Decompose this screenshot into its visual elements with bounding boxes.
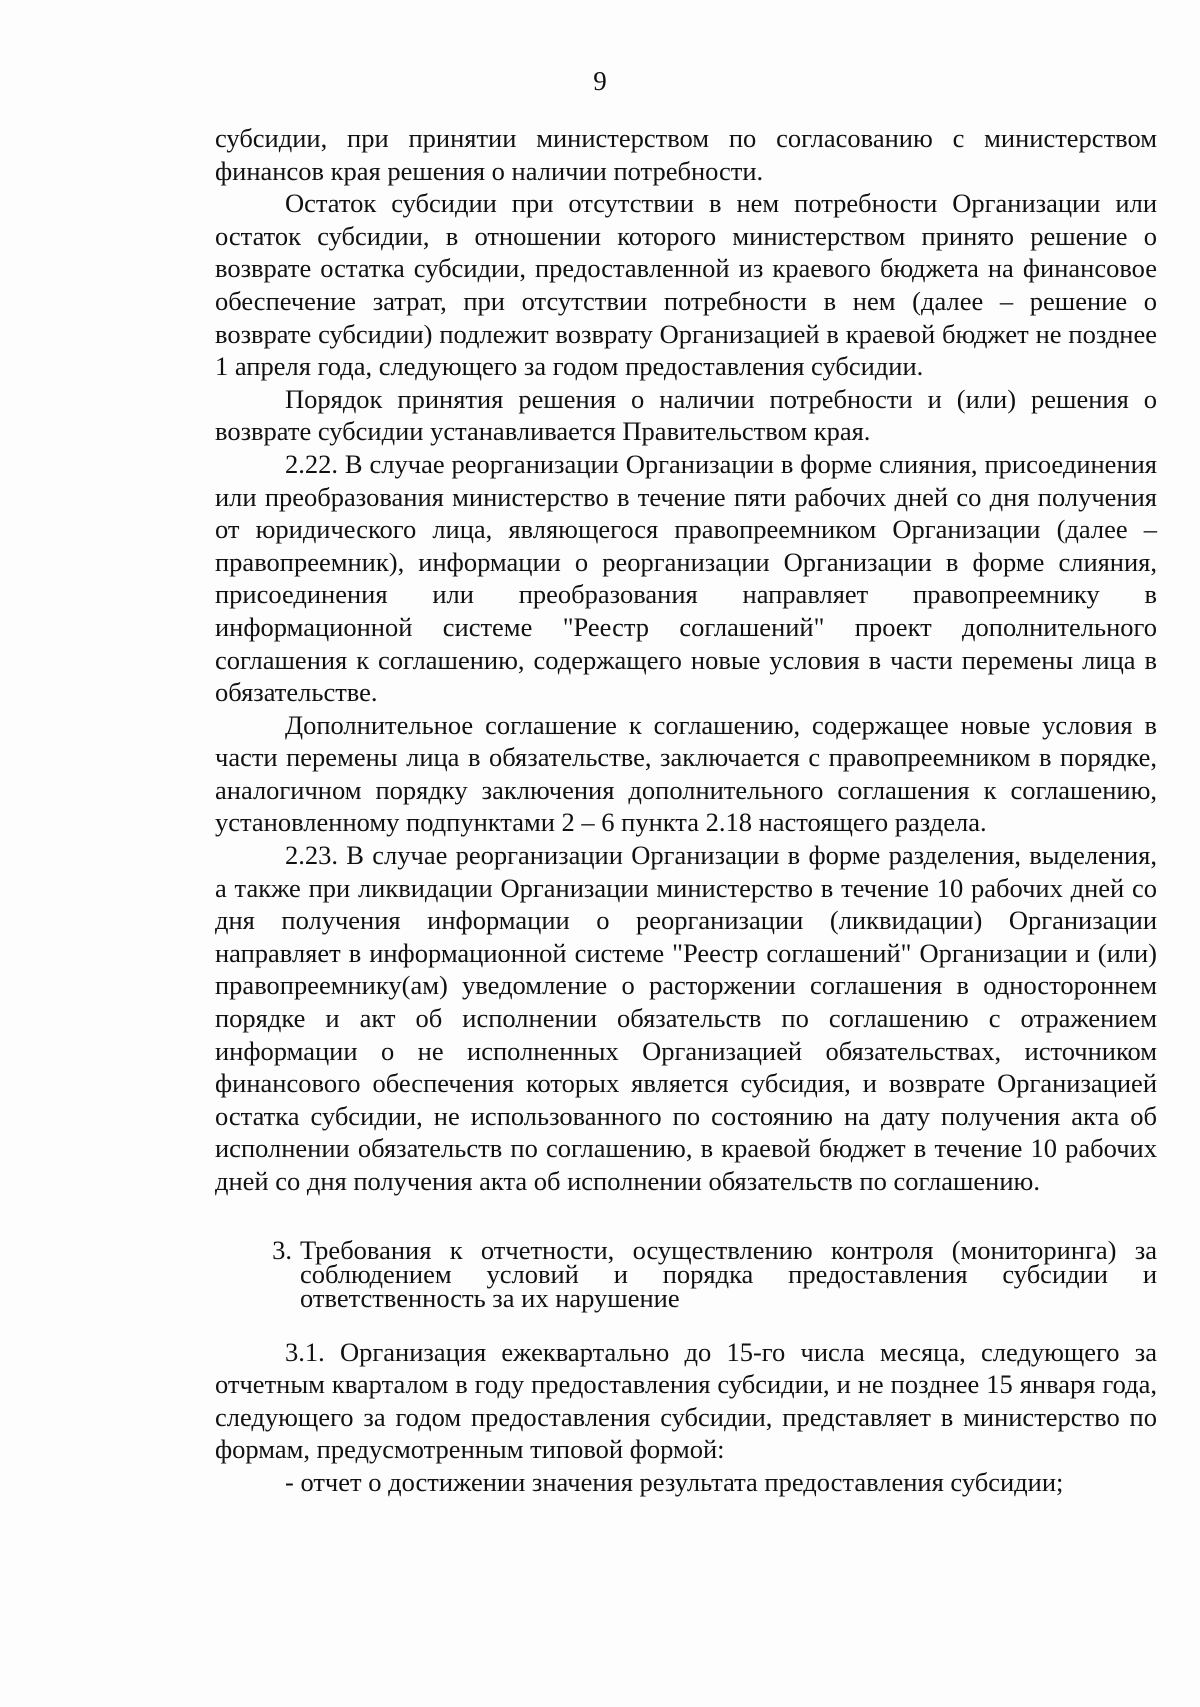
page-number: 9 [593, 66, 607, 96]
paragraph-3-1: 3.1. Организация ежеквартально до 15-го числа месяца, следующего за отчетным кварталом в году предоставления субсидии, и не позднее 15 января года, следующего за годом предоставления субсидии, представляет в министерство по формам, предусмотренным типовой формой: [215, 1336, 1157, 1465]
paragraph-decision-procedure: Порядок принятия решения о наличии потребности и (или) решения о возврате субсидии устанавливается Правительством края. [215, 383, 1157, 447]
section-heading [215, 1234, 1157, 1313]
paragraph-additional-agreement: Дополнительное соглашение к соглашению, содержащее новые условия в части перемены лица в обязательстве, заключается с правопреемником в порядке, аналогичном порядку заключения дополнительного соглашения к соглашению, установленному подпунктами 2 – 6 пункта 2.18 настоящего раздела. [215, 709, 1157, 838]
paragraph-continuation: субсидии, при принятии министерством по согласованию с министерством финансов края решения о наличии потребности. [215, 123, 1157, 186]
paragraph-2-22: 2.22. В случае реорганизации Организации в форме слияния, присоединения или преобразования министерство в течение пяти рабочих дней со дня получения от юридического лица, являющегося правопреемником Организации (далее – правопреемник), информации о реорганизации Организации в форме слияния, присоединения или преобразования направляет правопреемнику в информационной системе "Реестр соглашений" проект дополнительного соглашения к соглашению, содержащего новые условия в части перемены лица в обязательстве. [215, 448, 1157, 708]
bullet-item: - отчет о достижении значения результата предоставления субсидии; [285, 1466, 1064, 1497]
section-heading-text: Требования к отчетности, осуществлению контроля (мониторинга) за соблюдением условий и порядка предоставления субсидии и ответственность за их нарушение [300, 1234, 1157, 1313]
section-heading-number: 3. [272, 1234, 292, 1265]
paragraph-2-23: 2.23. В случае реорганизации Организации в форме разделения, выделения, а также при ликвидации Организации министерство в течение 10 рабочих дней со дня получения информации о реорганизации (ликвидации) Организации направляет в информационной системе "Реестр соглашений" Организации и (или) правопреемнику(ам) уведомление о расторжении соглашения в одностороннем порядке и акт об исполнении обязательств по соглашению с отражением информации о не исполненных Организацией обязательствах, источником финансового обеспечения которых является субсидия, и возврате Организацией остатка субсидии, не использованного по состоянию на дату получения акта об исполнении обязательств по соглашению, в краевой бюджет в течение 10 рабочих дней со дня получения акта об исполнении обязательств по соглашению. [215, 840, 1157, 1196]
document-body [215, 122, 1157, 1499]
paragraph-subsidy-balance: Остаток субсидии при отсутствии в нем потребности Организации или остаток субсидии, в отношении которого министерством принято решение о возврате остатка субсидии, предоставленной из краевого бюджета на финансовое обеспечение затрат, при отсутствии потребности в нем (далее – решение о возврате субсидии) подлежит возврату Организацией в краевой бюджет не позднее 1 апреля года, следующего за годом предоставления субсидии. [215, 188, 1157, 382]
